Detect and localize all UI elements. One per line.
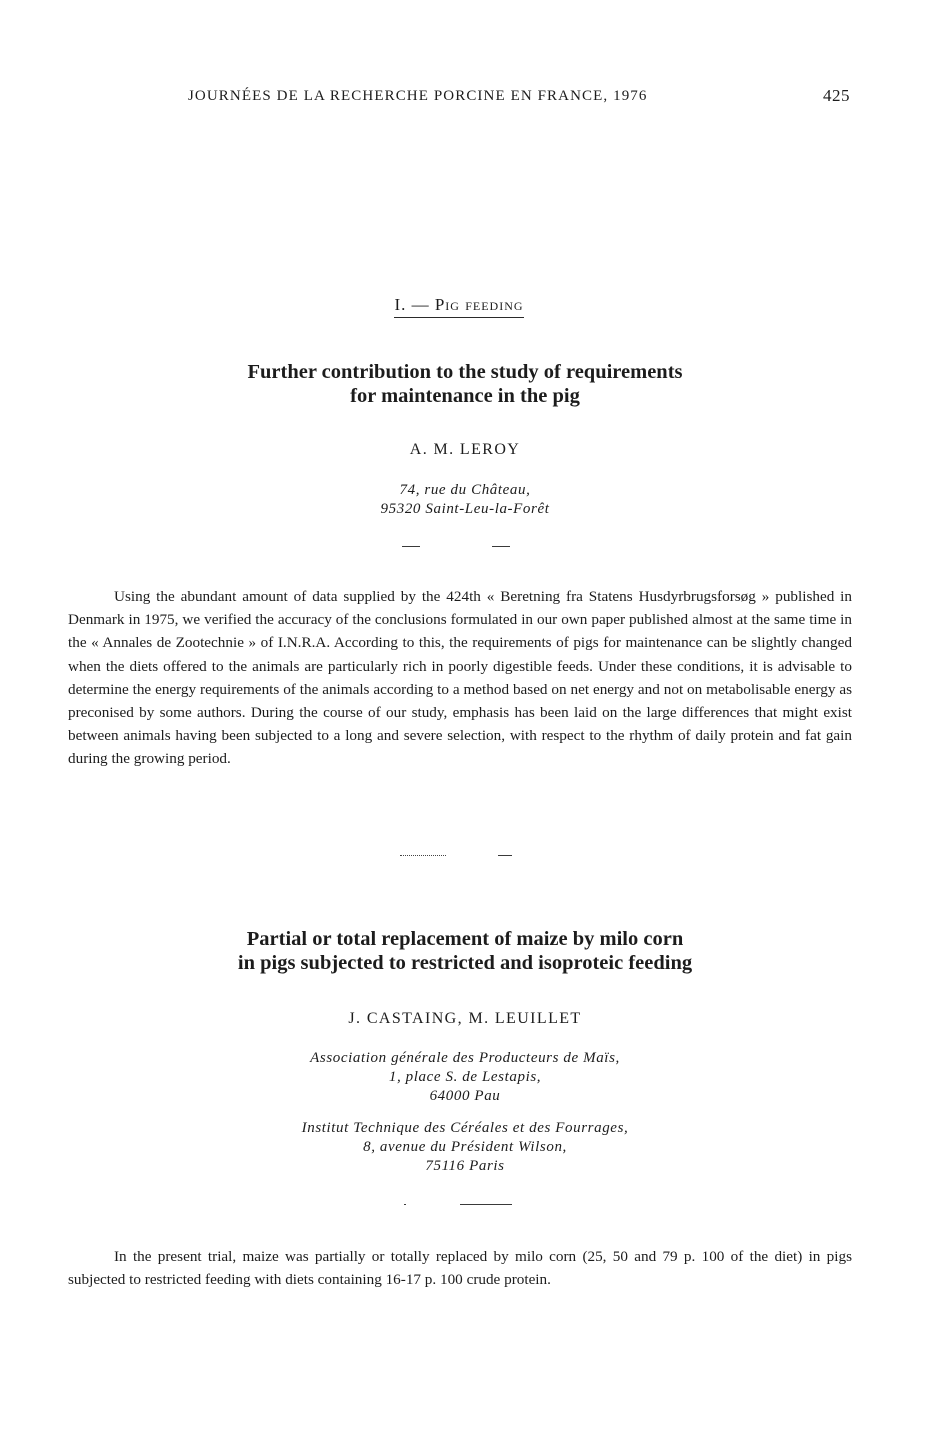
affiliation-line: 1, place S. de Lestapis, [388,1069,542,1085]
separator-rule [460,1204,512,1205]
article-1-title [0,360,930,408]
affiliation-line: 75116 Paris [425,1158,505,1174]
section-heading-text: I. — Pig feeding [394,295,523,318]
separator-rule [402,546,420,547]
separator-rule [400,855,446,857]
page-number: 425 [823,86,850,105]
separator-rule [404,1204,406,1205]
article-1-abstract: Using the abundant amount of data supplied by the 424th « Beretning fra Statens Husdyrbrugsforsøg » published in Denmark in 1975, we verified the accuracy of the conclusions formulated in our own paper published almost at the same time in the « Annales de Zootechnie » of I.N.R.A. According to this, the requirements of pigs for maintenance can be slightly changed when the diets offered to the animals are particularly rich in poorly digestible feeds. Under these conditions, it is advisable to determine the energy requirements of the animals according to a method based on net energy and not on metabolisable energy as preconised by some authors. During the course of our study, emphasis has been laid on the large differences that might exist between animals having been subjected to a long and severe selection, with respect to the rhythm of daily protein and fat gain during the growing period. [68,588,852,768]
affiliation-line: Association générale des Producteurs de Maïs, [310,1050,620,1066]
article-2-affiliation-1 [0,1049,930,1106]
article-2-authors: J. CASTAING, M. LEUILLET [348,1010,582,1027]
article-1-title-line-1: Further contribution to the study of requirements [247,361,683,383]
article-1-authors: A. M. LEROY [409,441,521,458]
article-2-affiliation-2 [0,1119,930,1176]
article-1-title-line-2: for maintenance in the pig [350,385,580,407]
affiliation-line: 95320 Saint-Leu-la-Forêt [380,501,550,517]
article-2-title-line-2: in pigs subjected to restricted and isoproteic feeding [237,952,693,974]
separator-rule [492,546,510,547]
affiliation-line: 64000 Pau [429,1088,501,1104]
affiliation-line: 74, rue du Château, [399,482,531,498]
article-2-title [0,927,930,975]
article-1-affiliation [0,481,930,519]
affiliation-line: 8, avenue du Président Wilson, [363,1139,567,1155]
running-header: JOURNÉES DE LA RECHERCHE PORCINE EN FRANCE, 1976 [188,88,648,104]
separator-rule [498,855,512,856]
section-heading [0,295,930,318]
article-2-title-line-1: Partial or total replacement of maize by milo corn [246,928,684,950]
article-2-abstract: In the present trial, maize was partially or totally replaced by milo corn (25, 50 and 79 p. 100 of the diet) in pigs subjected to restricted feeding with diets containing 16-17 p. 100 crude protein. [68,1248,852,1289]
affiliation-line: Institut Technique des Céréales et des Fourrages, [301,1120,629,1136]
